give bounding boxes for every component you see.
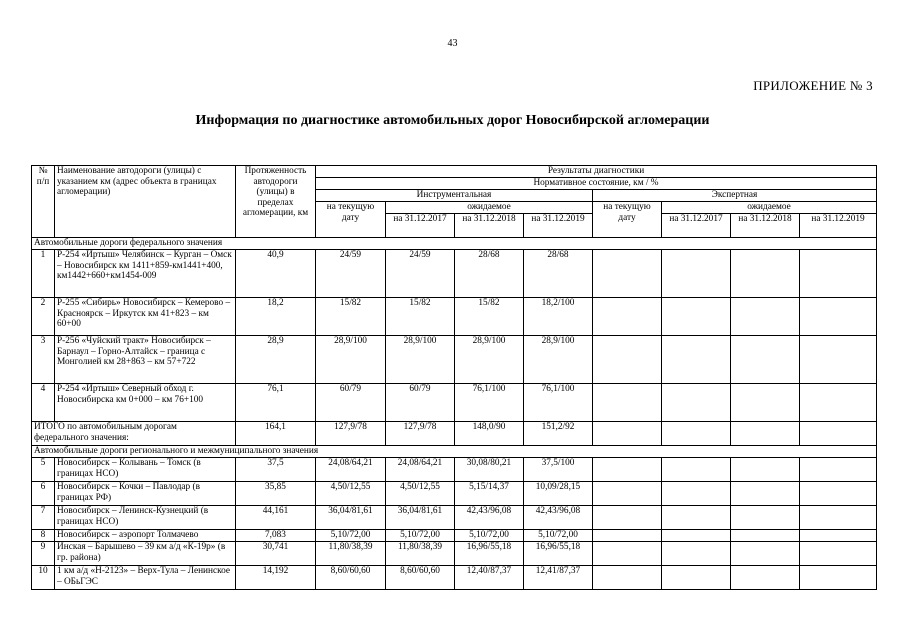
header-instr-current: на текущую дату — [316, 202, 386, 238]
road-name: Инская – Барышево – 39 км а/д «К-19р» (в гр. района) — [55, 542, 236, 566]
total-2017: 127,9/78 — [386, 422, 455, 446]
row-number: 7 — [32, 506, 55, 530]
expert-2017 — [662, 530, 731, 542]
expert-2017 — [662, 250, 731, 298]
instrumental-2018: 5,10/72,00 — [455, 530, 524, 542]
instrumental-2018: 76,1/100 — [455, 384, 524, 422]
expert-2019 — [800, 384, 877, 422]
expert-2018 — [731, 566, 800, 590]
road-name: Новосибирск – Колывань – Томск (в границах НСО) — [55, 458, 236, 482]
header-expert-2018: на 31.12.2018 — [731, 214, 800, 238]
instrumental-current: 15/82 — [316, 298, 386, 336]
instrumental-2017: 15/82 — [386, 298, 455, 336]
table-row — [32, 566, 877, 590]
expert-2017 — [662, 542, 731, 566]
expert-current — [593, 298, 662, 336]
instrumental-2018: 15/82 — [455, 298, 524, 336]
header-expert: Экспертная — [593, 190, 877, 202]
table-row — [32, 530, 877, 542]
expert-2017 — [662, 336, 731, 384]
row-number: 3 — [32, 336, 55, 384]
instrumental-current: 36,04/81,61 — [316, 506, 386, 530]
row-number: 6 — [32, 482, 55, 506]
instrumental-current: 24,08/64,21 — [316, 458, 386, 482]
expert-empty — [593, 422, 662, 446]
expert-2018 — [731, 506, 800, 530]
instrumental-2018: 16,96/55,18 — [455, 542, 524, 566]
instrumental-2019: 18,2/100 — [524, 298, 593, 336]
instrumental-2018: 5,15/14,37 — [455, 482, 524, 506]
section-label: Автомобильные дороги федерального значения — [32, 238, 877, 250]
road-length: 76,1 — [236, 384, 316, 422]
header-length: Протяженность автодороги (улицы) в пределах агломерации, км — [236, 166, 316, 238]
road-length: 35,85 — [236, 482, 316, 506]
road-name: Новосибирск – Ленинск-Кузнецкий (в границах НСО) — [55, 506, 236, 530]
header-expert-current: на текущую дату — [593, 202, 662, 238]
header-instr-expected: ожидаемое — [386, 202, 593, 214]
instrumental-current: 8,60/60,60 — [316, 566, 386, 590]
road-name: Р-254 «Иртыш» Челябинск – Курган – Омск – Новосибирск км 1411+859-км1441+400, км1442+660+км1454-009 — [55, 250, 236, 298]
expert-2017 — [662, 566, 731, 590]
header-normative: Нормативное состояние, км / % — [316, 178, 877, 190]
expert-2018 — [731, 542, 800, 566]
expert-current — [593, 542, 662, 566]
header-instr-2019: на 31.12.2019 — [524, 214, 593, 238]
table-row — [32, 482, 877, 506]
expert-2019 — [800, 542, 877, 566]
table-row — [32, 542, 877, 566]
instrumental-2019: 12,41/87,37 — [524, 566, 593, 590]
instrumental-2018: 28,9/100 — [455, 336, 524, 384]
row-number: 1 — [32, 250, 55, 298]
row-number: 5 — [32, 458, 55, 482]
instrumental-2018: 12,40/87,37 — [455, 566, 524, 590]
total-2018: 148,0/90 — [455, 422, 524, 446]
instrumental-2019: 42,43/96,08 — [524, 506, 593, 530]
expert-2017 — [662, 458, 731, 482]
instrumental-2019: 37,5/100 — [524, 458, 593, 482]
expert-2017 — [662, 482, 731, 506]
expert-current — [593, 384, 662, 422]
instrumental-2017: 4,50/12,55 — [386, 482, 455, 506]
road-name: Р-254 «Иртыш» Северный обход г. Новосибирска км 0+000 – км 76+100 — [55, 384, 236, 422]
road-length: 37,5 — [236, 458, 316, 482]
expert-2018 — [731, 298, 800, 336]
header-expert-expected: ожидаемое — [662, 202, 877, 214]
expert-current — [593, 530, 662, 542]
table-row — [32, 336, 877, 384]
expert-current — [593, 506, 662, 530]
road-length: 18,2 — [236, 298, 316, 336]
expert-2019 — [800, 482, 877, 506]
instrumental-current: 28,9/100 — [316, 336, 386, 384]
instrumental-current: 5,10/72,00 — [316, 530, 386, 542]
expert-current — [593, 482, 662, 506]
expert-empty — [662, 422, 731, 446]
row-number: 8 — [32, 530, 55, 542]
table-row — [32, 384, 877, 422]
table-row — [32, 250, 877, 298]
document-title: Информация по диагностике автомобильных дорог Новосибирской агломерации — [195, 113, 710, 128]
instrumental-2019: 28,9/100 — [524, 336, 593, 384]
instrumental-2017: 36,04/81,61 — [386, 506, 455, 530]
expert-2018 — [731, 482, 800, 506]
total-current: 127,9/78 — [316, 422, 386, 446]
expert-2018 — [731, 458, 800, 482]
expert-current — [593, 566, 662, 590]
expert-current — [593, 336, 662, 384]
expert-2019 — [800, 336, 877, 384]
road-length: 14,192 — [236, 566, 316, 590]
instrumental-2017: 28,9/100 — [386, 336, 455, 384]
road-name: Новосибирск – аэропорт Толмачево — [55, 530, 236, 542]
header-results: Результаты диагностики — [316, 166, 877, 178]
expert-2019 — [800, 506, 877, 530]
road-length: 44,161 — [236, 506, 316, 530]
expert-empty — [800, 422, 877, 446]
expert-current — [593, 458, 662, 482]
total-length: 164,1 — [236, 422, 316, 446]
expert-2017 — [662, 506, 731, 530]
road-length: 30,741 — [236, 542, 316, 566]
header-expert-2019: на 31.12.2019 — [800, 214, 877, 238]
header-expert-2017: на 31.12.2017 — [662, 214, 731, 238]
instrumental-2017: 24,08/64,21 — [386, 458, 455, 482]
road-length: 28,9 — [236, 336, 316, 384]
header-name: Наименование автодороги (улицы) с указанием км (адрес объекта в границах агломерации) — [55, 166, 236, 238]
instrumental-2018: 30,08/80,21 — [455, 458, 524, 482]
instrumental-2017: 11,80/38,39 — [386, 542, 455, 566]
instrumental-current: 11,80/38,39 — [316, 542, 386, 566]
section-regional — [32, 446, 877, 458]
expert-2018 — [731, 250, 800, 298]
row-number: 10 — [32, 566, 55, 590]
road-length: 40,9 — [236, 250, 316, 298]
row-number: 9 — [32, 542, 55, 566]
header-instr-2017: на 31.12.2017 — [386, 214, 455, 238]
road-name: Новосибирск – Кочки – Павлодар (в границах РФ) — [55, 482, 236, 506]
road-length: 7,083 — [236, 530, 316, 542]
expert-2017 — [662, 298, 731, 336]
road-name: Р-255 «Сибирь» Новосибирск – Кемерово – Красноярск – Иркутск км 41+823 – км 60+00 — [55, 298, 236, 336]
header-instr-2018: на 31.12.2018 — [455, 214, 524, 238]
instrumental-2018: 28/68 — [455, 250, 524, 298]
expert-2019 — [800, 530, 877, 542]
header-num: № п/п — [32, 166, 55, 238]
expert-2018 — [731, 384, 800, 422]
road-name: 1 км а/д «Н-2123» – Верх-Тула – Ленинское – ОБьГЭС — [55, 566, 236, 590]
total-2019: 151,2/92 — [524, 422, 593, 446]
section-label: Автомобильные дороги регионального и межмуниципального значения — [32, 446, 877, 458]
expert-2018 — [731, 336, 800, 384]
expert-2018 — [731, 530, 800, 542]
instrumental-2017: 24/59 — [386, 250, 455, 298]
instrumental-2017: 60/79 — [386, 384, 455, 422]
expert-2019 — [800, 250, 877, 298]
instrumental-2018: 42,43/96,08 — [455, 506, 524, 530]
expert-2017 — [662, 384, 731, 422]
federal-total-row — [32, 422, 877, 446]
instrumental-2019: 5,10/72,00 — [524, 530, 593, 542]
instrumental-current: 60/79 — [316, 384, 386, 422]
expert-2019 — [800, 298, 877, 336]
instrumental-2017: 8,60/60,60 — [386, 566, 455, 590]
instrumental-2019: 28/68 — [524, 250, 593, 298]
table-row — [32, 298, 877, 336]
expert-2019 — [800, 566, 877, 590]
table-row — [32, 458, 877, 482]
instrumental-2017: 5,10/72,00 — [386, 530, 455, 542]
diagnostics-table — [31, 165, 877, 590]
appendix-label: ПРИЛОЖЕНИЕ № 3 — [753, 78, 873, 93]
instrumental-current: 4,50/12,55 — [316, 482, 386, 506]
instrumental-current: 24/59 — [316, 250, 386, 298]
instrumental-2019: 76,1/100 — [524, 384, 593, 422]
expert-empty — [731, 422, 800, 446]
total-label: ИТОГО по автомобильным дорогам федерального значения: — [32, 422, 236, 446]
expert-current — [593, 250, 662, 298]
row-number: 2 — [32, 298, 55, 336]
instrumental-2019: 10,09/28,15 — [524, 482, 593, 506]
table-row — [32, 506, 877, 530]
section-federal — [32, 238, 877, 250]
header-instrumental: Инструментальная — [316, 190, 593, 202]
row-number: 4 — [32, 384, 55, 422]
instrumental-2019: 16,96/55,18 — [524, 542, 593, 566]
expert-2019 — [800, 458, 877, 482]
road-name: Р-256 «Чуйский тракт» Новосибирск – Барнаул – Горно-Алтайск – граница с Монголией км 28+863 – км 57+722 — [55, 336, 236, 384]
page-number: 43 — [447, 38, 458, 49]
